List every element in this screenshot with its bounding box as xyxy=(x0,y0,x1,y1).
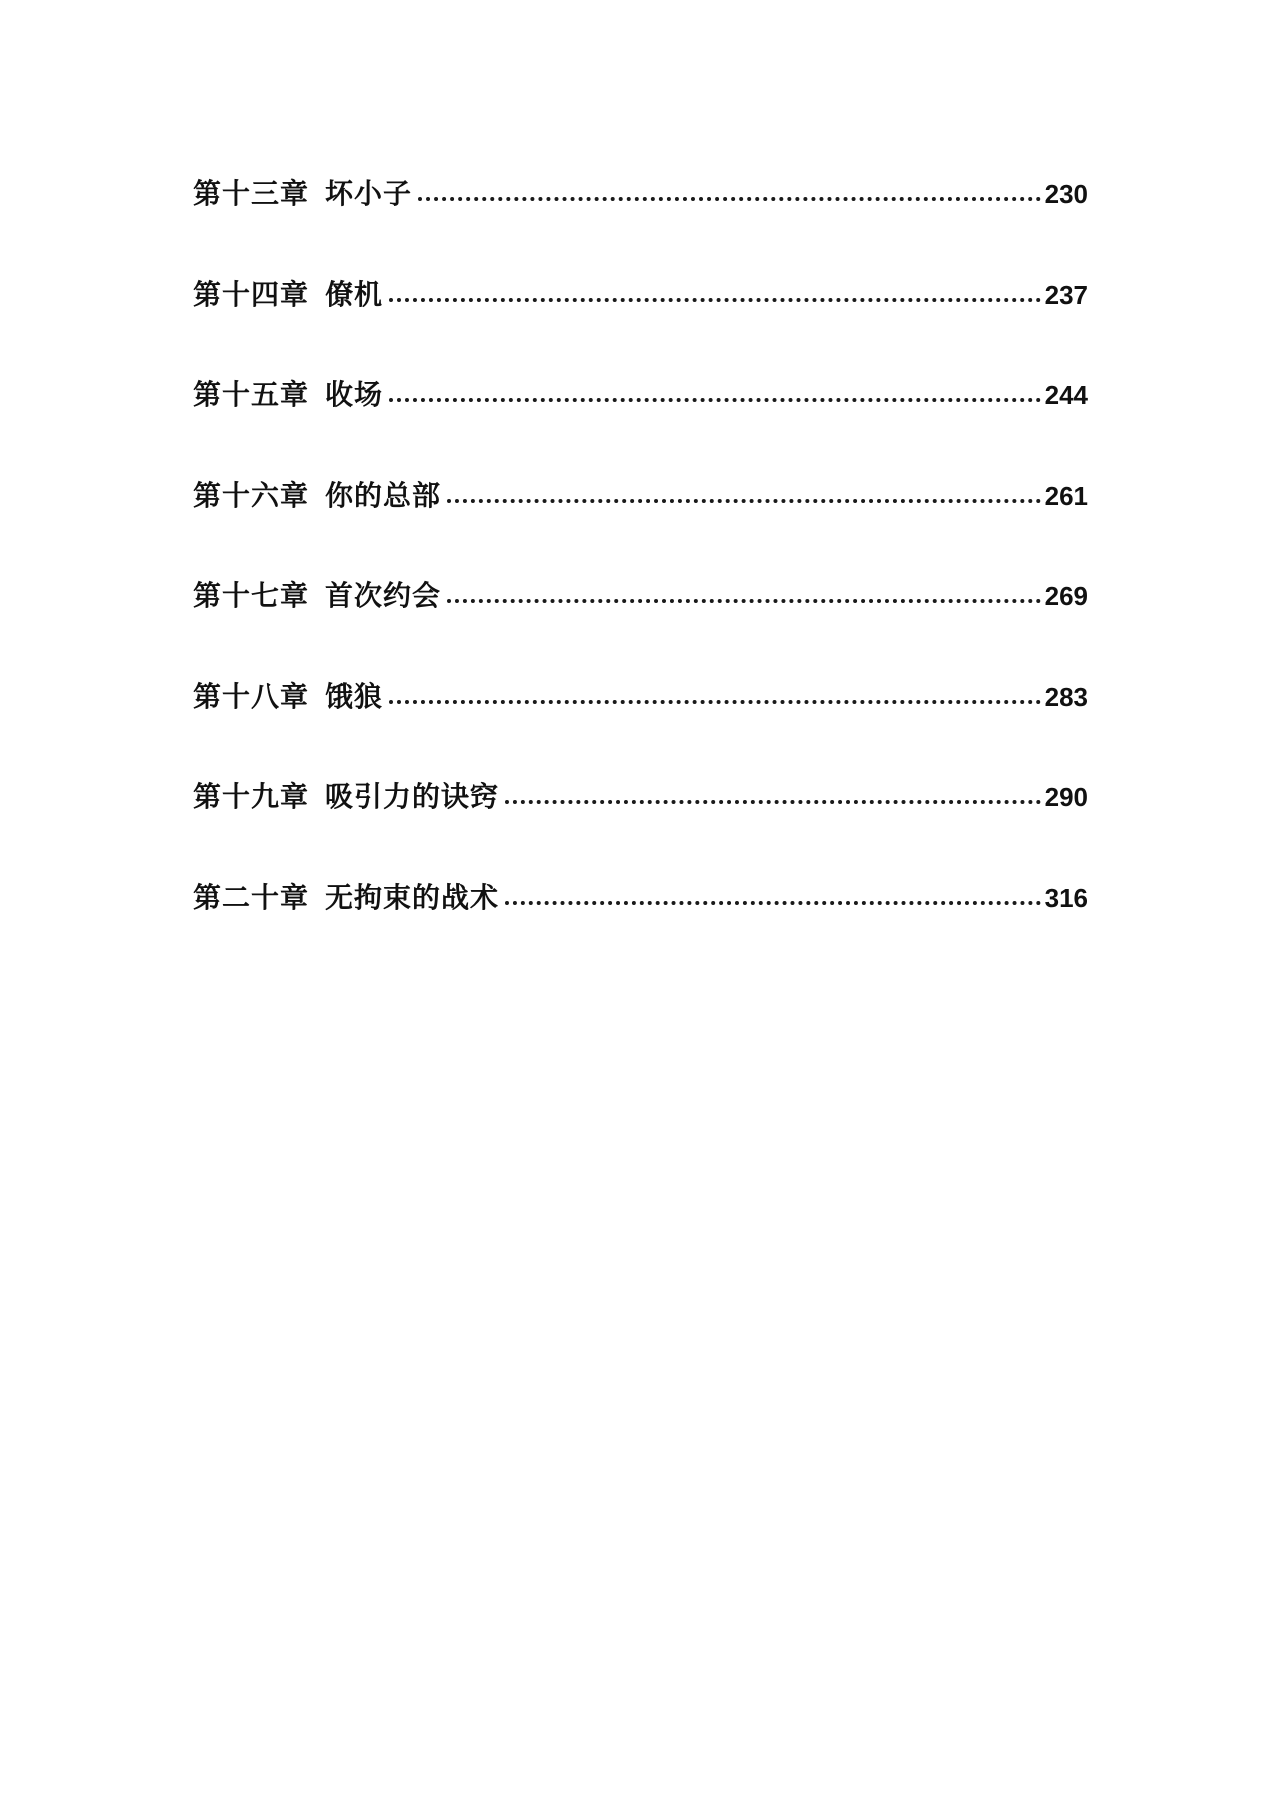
toc-entry[interactable] xyxy=(193,277,1088,382)
dot-leader xyxy=(447,599,1041,603)
chapter-number: 第十八章 xyxy=(193,679,310,713)
chapter-title: 饿狼 xyxy=(325,679,384,713)
dot-leader xyxy=(389,398,1041,402)
toc-entry[interactable] xyxy=(193,177,1088,281)
page-number: 237 xyxy=(1044,279,1088,310)
dot-leader xyxy=(505,800,1041,804)
page-number: 244 xyxy=(1044,380,1088,410)
table-of-contents xyxy=(193,177,1088,984)
dot-leader xyxy=(418,197,1041,201)
chapter-number: 第十七章 xyxy=(193,579,310,612)
toc-entry[interactable] xyxy=(193,679,1088,784)
chapter-title: 僚机 xyxy=(325,277,384,311)
toc-entry[interactable] xyxy=(193,880,1088,985)
chapter-title: 坏小子 xyxy=(325,177,413,210)
dot-leader xyxy=(505,901,1041,905)
chapter-number: 第十四章 xyxy=(193,277,310,311)
page-number: 230 xyxy=(1044,179,1088,209)
dot-leader xyxy=(447,499,1041,503)
chapter-title: 收场 xyxy=(325,378,384,411)
chapter-number: 第十九章 xyxy=(193,780,310,813)
chapter-title: 你的总部 xyxy=(325,478,442,512)
chapter-title: 首次约会 xyxy=(325,579,442,612)
chapter-number: 第十五章 xyxy=(193,378,310,411)
chapter-number: 第二十章 xyxy=(193,880,310,914)
toc-entry[interactable] xyxy=(193,478,1088,583)
chapter-title: 吸引力的诀窍 xyxy=(325,780,500,813)
dot-leader xyxy=(389,700,1041,704)
page-number: 283 xyxy=(1044,681,1088,712)
page-number: 261 xyxy=(1044,480,1088,511)
chapter-title: 无拘束的战术 xyxy=(325,880,500,914)
toc-entry[interactable] xyxy=(193,780,1088,884)
toc-entry[interactable] xyxy=(193,378,1088,482)
chapter-number: 第十三章 xyxy=(193,177,310,210)
toc-entry[interactable] xyxy=(193,579,1088,683)
dot-leader xyxy=(389,298,1041,302)
page-number: 269 xyxy=(1044,581,1088,611)
page-number: 290 xyxy=(1044,782,1088,812)
chapter-number: 第十六章 xyxy=(193,478,310,512)
page-number: 316 xyxy=(1044,882,1088,913)
